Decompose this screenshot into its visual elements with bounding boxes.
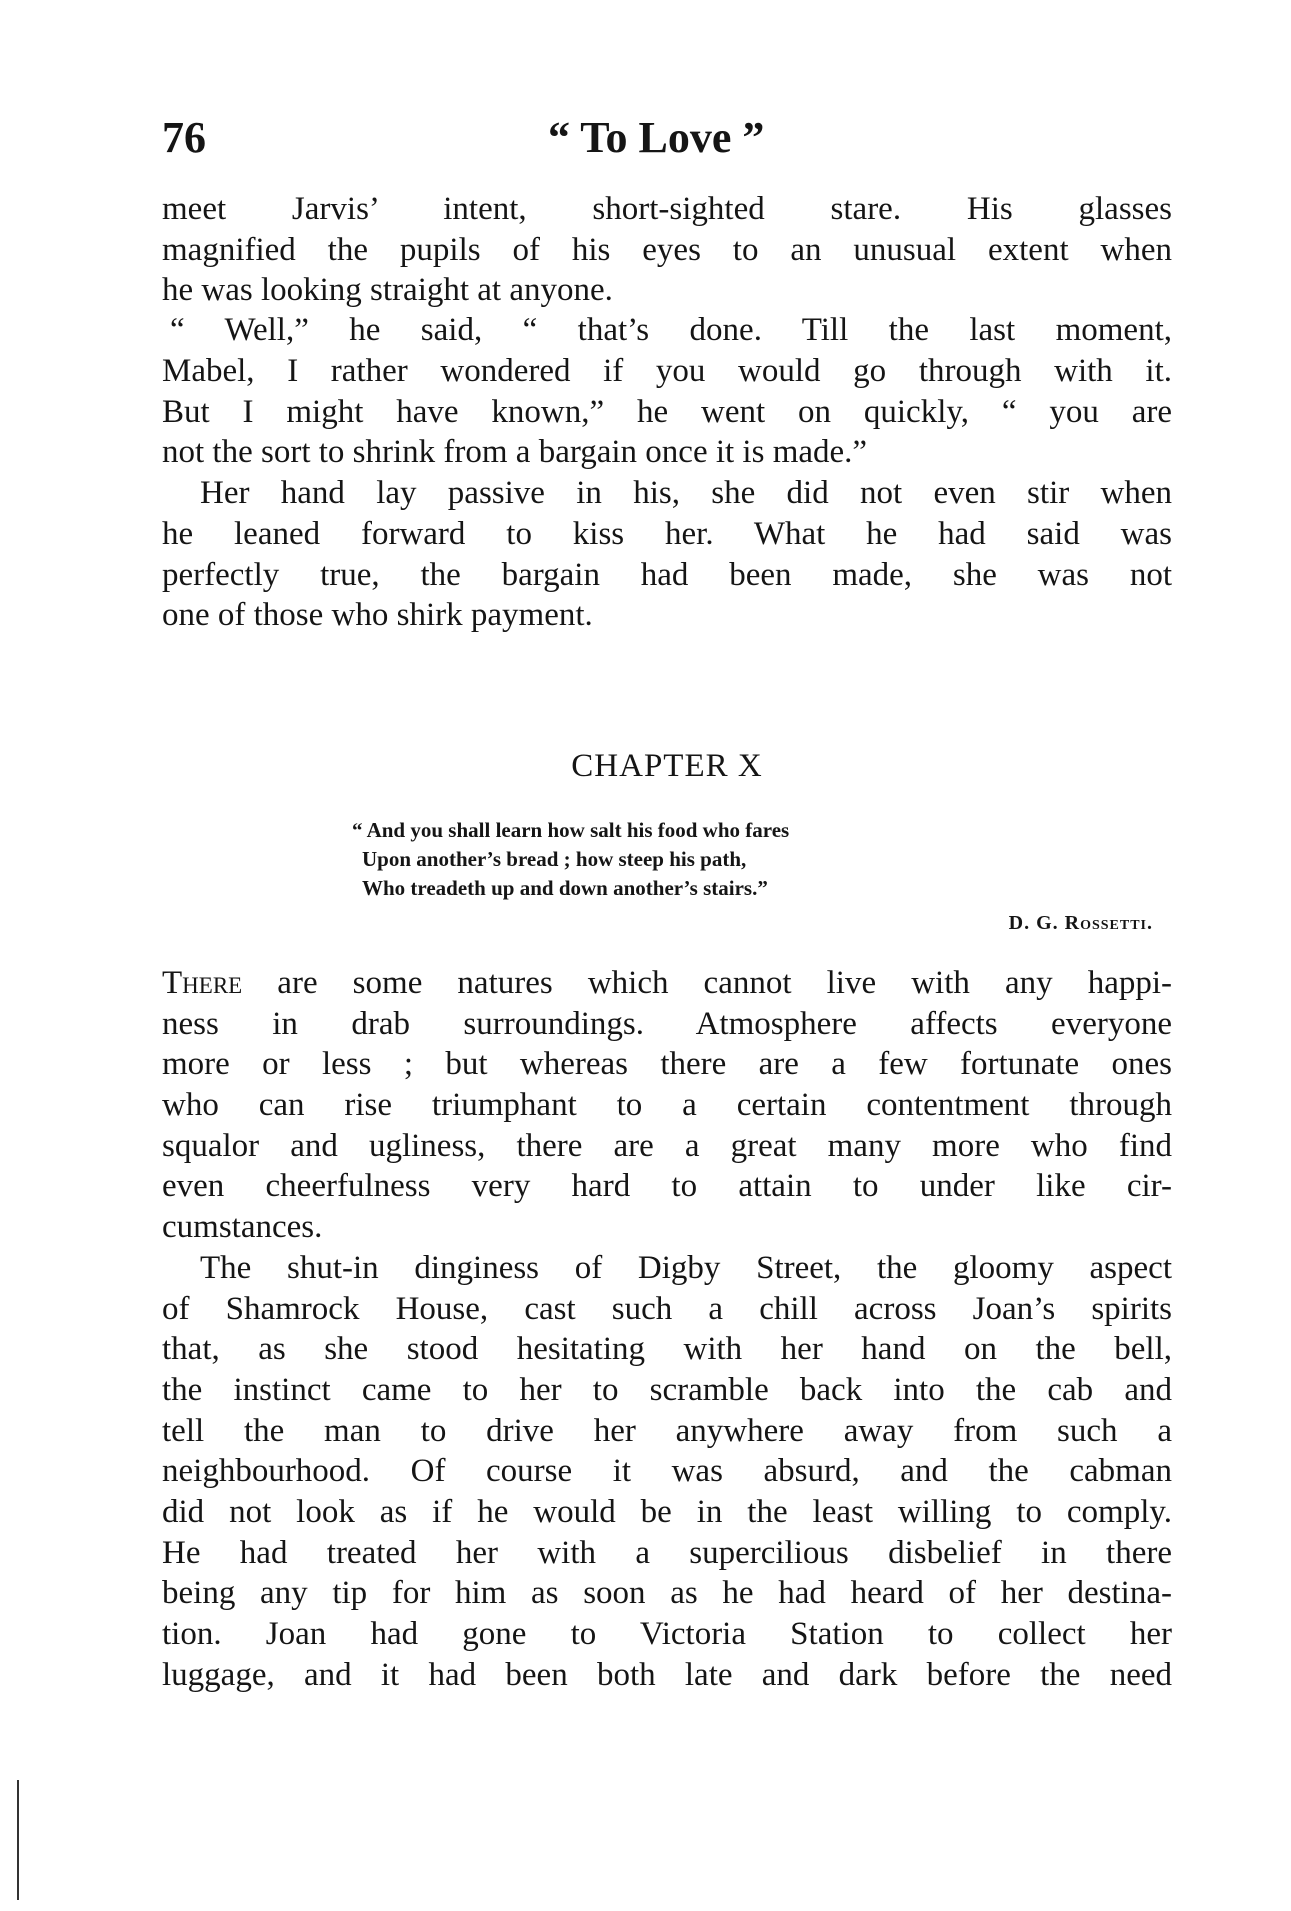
epigraph-line: Who treadeth up and down another’s stairs.”: [362, 876, 768, 900]
text-line: one of those who shirk payment.: [162, 597, 593, 633]
text-line: tell the man to drive her anywhere away from such a: [162, 1413, 1172, 1449]
text-line: more or less ; but whereas there are a few fortunate ones: [162, 1046, 1172, 1082]
text-line: meet Jarvis’ intent, short-sighted stare. His glasses: [162, 191, 1172, 227]
text-line: not the sort to shrink from a bargain once it is made.”: [162, 434, 868, 470]
text-line: perfectly true, the bargain had been made, she was not: [162, 557, 1172, 593]
text-line: neighbourhood. Of course it was absurd, and the cabman: [162, 1453, 1172, 1489]
text-line: cumstances.: [162, 1209, 323, 1245]
text-line: squalor and ugliness, there are a great many more who find: [162, 1128, 1172, 1164]
text-line: ness in drab surroundings. Atmosphere affects everyone: [162, 1006, 1172, 1042]
text-line: he was looking straight at anyone.: [162, 272, 613, 308]
text-line: [162, 963, 1172, 1004]
text-line: of Shamrock House, cast such a chill across Joan’s spirits: [162, 1291, 1172, 1327]
text-line: Her hand lay passive in his, she did not even stir when: [200, 475, 1172, 511]
running-title: “ To Love ”: [548, 113, 765, 162]
text-line: The shut-in dinginess of Digby Street, the gloomy aspect: [200, 1250, 1172, 1286]
text-fragment: are some natures which cannot live with any happi-: [242, 965, 1172, 1001]
text-line: He had treated her with a supercilious disbelief in there: [162, 1535, 1172, 1571]
text-line: luggage, and it had been both late and dark before the need: [162, 1657, 1172, 1693]
chapter-heading: CHAPTER X: [571, 748, 763, 784]
text-line: even cheerfulness very hard to attain to under like cir-: [162, 1168, 1172, 1204]
page-number: 76: [162, 113, 206, 162]
text-line: being any tip for him as soon as he had heard of her destina-: [162, 1575, 1172, 1611]
text-line: “ Well,” he said, “ that’s done. Till the last moment,: [170, 312, 1172, 348]
text-line: that, as she stood hesitating with her hand on the bell,: [162, 1331, 1172, 1367]
epigraph-attribution: D. G. Rossetti.: [1008, 912, 1153, 934]
text-line: tion. Joan had gone to Victoria Station to collect her: [162, 1616, 1172, 1652]
text-line: But I might have known,” he went on quickly, “ you are: [162, 394, 1172, 430]
text-line: did not look as if he would be in the least willing to comply.: [162, 1494, 1172, 1530]
drop-word: There: [162, 965, 243, 1001]
text-line: he leaned forward to kiss her. What he had said was: [162, 516, 1172, 552]
epigraph-line: Upon another’s bread ; how steep his path,: [362, 847, 747, 871]
scan-edge-mark: [17, 1780, 19, 1900]
text-line: Mabel, I rather wondered if you would go through with it.: [162, 353, 1172, 389]
epigraph-line: “ And you shall learn how salt his food who fares: [352, 818, 790, 842]
text-line: the instinct came to her to scramble back into the cab and: [162, 1372, 1172, 1408]
text-line: magnified the pupils of his eyes to an unusual extent when: [162, 232, 1172, 268]
text-line: who can rise triumphant to a certain contentment through: [162, 1087, 1172, 1123]
